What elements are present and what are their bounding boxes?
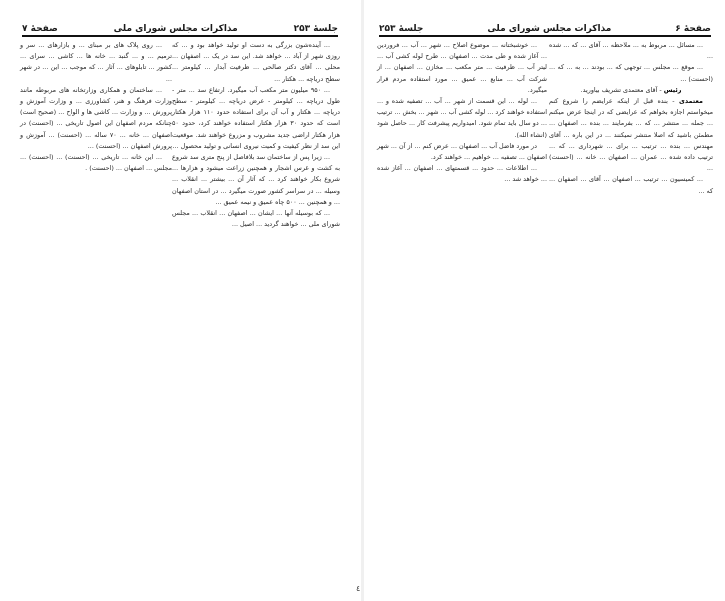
paragraph: در مورد فاضل آب ... اصفهان ... عرض کنم ... از آن ... شهر اصفهان ... تصفیه ... خواهیم ... خواهند کرد.: [377, 141, 547, 162]
session-number: جلسهٔ ۲۵۳: [293, 24, 338, 34]
paragraph: ... اطلاعات ... حدود ... قسمتهای ... اصفهان ... آغاز شده ... خواهد شد ...: [377, 164, 547, 184]
paragraph: ... کمیسیون ... ترتیب ... اصفهان ... آقای ... اصفهان ... که ...: [549, 175, 713, 195]
page-header: [22, 18, 338, 34]
paragraph: ... ساختمان و همکاری وزارتخانه های مربوطه مانند وزارت فرهنگ و هنر، کشاورزی ... و وزارت آموزش و پرورش ... و وزارت ... کاشی ها و الواح ... (صحیح است) چنانکه مردم اصفهان این اصول تاریخی ... (احسنت) در اصفهان ... خانه ... ۷۰ ساله ... (احسنت) ... آموزش و پرورش اصفهان ... (احسنت) ...: [20, 85, 172, 150]
speaker-name: معتمدی: [678, 97, 703, 106]
text-column-right: [172, 40, 340, 230]
page-label: صفحهٔ ۷: [22, 24, 58, 34]
speaker-name: رئیس: [663, 85, 682, 94]
paragraph: ... روی پلاک های بر مبنای ... و بازارهای ... سر و ترمیم ... و ... گنبد ... خانه ها ... کاشی ... سرای ... کشور ... تابلوهای ... آثار ... که موجب ... این ... در شهر ...: [20, 41, 172, 83]
footer-page-number: ٤: [356, 584, 361, 593]
publication-title: مذاکرات مجلس شورای ملی: [487, 24, 612, 34]
page-label: صفحهٔ ۶: [675, 24, 711, 34]
text-column-left: [20, 40, 172, 174]
page-gutter: [361, 0, 364, 601]
paragraph: ... ۹۵۰ میلیون متر مکعب آب میگیرد. ارتفاع سد ... متر - طول دریاچه ... کیلومتر - عرض دریاچه ... کیلومتر - سطح دریاچه ... هکتار و آب آن برای استفاده حدود ۱۱۰ هزار هکتار است که حدود ۳۰ هزار هکتار استفاده خواهند کرد، حدود ۵۰ هزار هکتار اراضی جدید مشروب و مزروع خواهند شد. موقعیت این سد از نظر کیفیت و کمیت نیروی انسانی و تولید محصول ...: [172, 85, 340, 150]
paragraph: ... موقع ... مجلس ... توجهی که ... بودند ... به ... که ... (احسنت) ...: [549, 63, 713, 83]
speech-text: - آقای معتمدی تشریف بیاورید.: [580, 85, 664, 94]
page-header: [379, 18, 711, 34]
header-rule: [379, 35, 711, 37]
page-right: [365, 0, 725, 601]
session-number: جلسهٔ ۲۵۳: [379, 24, 424, 34]
paragraph: ... این خانه ... تاریخی ... (احسنت) ... (احسنت) ... مجلس ... اصفهان ... (احسنت) .: [20, 153, 172, 173]
speaker-paragraph: [549, 85, 713, 96]
speaker-paragraph: [549, 96, 713, 174]
header-rule: [22, 35, 338, 37]
speech-text: - بنده قبل از اینکه عرایضم را شروع کنم میخواستم اجازه بخواهم که عرایضی که در اینجا عرض میکنم ... جمله ... منتشر ... که ... بفرمایند ... بنده ... اصفهان ... مطمئن باشید که اصلا منتشر نمیکنند ... در این باره ... آقای مهندس ... بنده ... ترتیب ... برای ... شهرداری ... که ... ترتیب داده شده ... عمران ... اصفهان ... خانه ... (احسنت) ...: [549, 97, 713, 173]
paragraph: ... خوشبختانه ... موضوع اصلاح ... شهر ... آب ... فروردین ... آغاز شده و طی مدت ... اصفهان ... طرح لوله کشی آب ... لیتر آب ... ظرفیت ... متر مکعب ... مخازن ... اصفهان ... از شرکت آب ... منابع ... عمیق ... مورد استفاده مردم قرار میگیرد.: [377, 41, 547, 94]
page-left: [0, 0, 362, 601]
paragraph: ... که بوسیله آنها ... ایشان ... اصفهان ... انقلاب ... مجلس شورای ملی ... خواهند گردید ... اصیل ...: [172, 209, 340, 229]
text-column-left: [377, 40, 547, 186]
paragraph: ... لوله ... این قسمت از شهر ... آب ... تصفیه شده و ... استفاده خواهند کرد ... لوله کشی آب ... شهر ... بخش ... ترتیب ... دو سال باید تمام شود. امیدواریم پیشرفت کار ... حاصل شود (انشاء الله).: [377, 97, 547, 139]
paragraph: ... زیرا پس از ساختمان سد بلافاصل از پنج متری سد شروع به کشت و غرس اشجار و همچنین زراعت میشود و هزارها ... شروع بکار خواهند کرد ... که آثار آن ... بیشتر ... انقلاب ... وسیله ... در سراسر کشور صورت میگیرد ... در استان اصفهان ... و همچنین ... ۵۰۰ چاه عمیق و نیمه عمیق ...: [172, 153, 340, 206]
paragraph: ... آینده‌شون بزرگی به دست او تولید خواهد بود و ... که روزی شهر از آباد ... خواهد شد. این سد در یک ... اصفهان ... محلی ... آقای دکتر صالحی ... ظرفیت آبدار ... کیلومتر ... سطح دریاچه ... هکتار ...: [172, 41, 340, 83]
paragraph: ... مسائل ... مربوط به ... ملاحظه ... آقای ... که ... شده ...: [549, 41, 713, 61]
publication-title: مذاکرات مجلس شورای ملی: [113, 24, 238, 34]
text-column-right: [549, 40, 713, 197]
